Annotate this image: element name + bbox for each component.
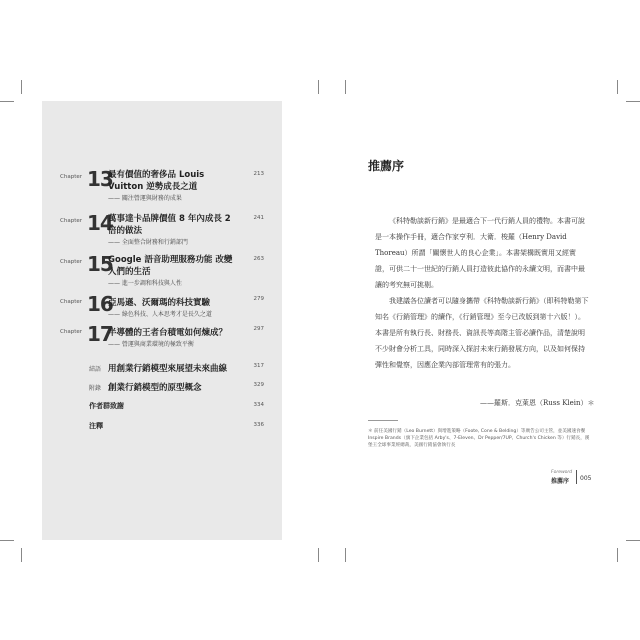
toc-appendix[interactable]: [60, 381, 264, 395]
section-title: 用創業行銷模型來展望未來曲線: [108, 364, 228, 374]
section-label: 附錄: [89, 385, 102, 392]
crop-mark: [617, 548, 618, 562]
chapter-number: 13: [87, 167, 113, 191]
chapter-page: 297: [253, 326, 264, 332]
footer-section-label: Foreword: [551, 470, 573, 475]
chapter-page: 263: [253, 256, 264, 262]
footer-divider: [576, 470, 577, 484]
section-page: 317: [253, 363, 264, 369]
section-page: 329: [253, 382, 264, 388]
section-page: 336: [253, 422, 264, 428]
chapter-subtitle: —— 進一步調和科技與人性: [108, 280, 182, 287]
footnote-divider: [368, 420, 398, 421]
chapter-page: 279: [253, 296, 264, 302]
chapter-number: 16: [87, 292, 113, 316]
crop-mark: [318, 80, 319, 94]
crop-mark: [626, 101, 640, 102]
chapter-label: Chapter: [60, 299, 82, 305]
crop-mark: [0, 540, 14, 541]
toc-acknowledgements[interactable]: [60, 401, 264, 415]
crop-mark: [345, 548, 346, 562]
chapter-subtitle: —— 關注營運與財務的成果: [108, 195, 182, 202]
preface-body: [375, 213, 590, 373]
chapter-label: Chapter: [60, 218, 82, 224]
chapter-title: 亞馬遜、沃爾瑪的科技實驗: [108, 298, 211, 308]
toc-chapter-15[interactable]: [60, 252, 264, 296]
crop-mark: [0, 101, 14, 102]
crop-mark: [617, 80, 618, 94]
chapter-page: 241: [253, 215, 264, 221]
crop-mark: [21, 548, 22, 562]
chapter-subtitle: —— 營運與商業環境的極致平衡: [108, 341, 194, 348]
preface-title: 推薦序: [368, 159, 405, 173]
chapter-label: Chapter: [60, 174, 82, 180]
crop-mark: [318, 548, 319, 562]
chapter-title: 最有價值的奢侈品 Louis Vuitton 逆勢成長之道: [108, 170, 205, 192]
chapter-label: Chapter: [60, 259, 82, 265]
preface-footnote: ＊ 前任美國行銷（Leo Burnett）與增進策略（Foote, Cone & Belding）等廣告公司主管，並美國速食餐 Inspire Brands（旗下企業包括 Arby's、7-Eleven、Dr Pepper/7UP、Church's Chicken 等）行銷長，漢堡王全球事業經總裁，美國行銷協會執行長: [368, 429, 590, 448]
chapter-number: 15: [87, 252, 113, 276]
chapter-page: 213: [253, 171, 264, 177]
crop-mark: [345, 80, 346, 94]
chapter-number: 14: [87, 211, 113, 235]
chapter-number: 17: [87, 322, 113, 346]
section-title: 作者群致謝: [89, 402, 124, 410]
section-title: 注釋: [89, 422, 103, 430]
toc-chapter-14[interactable]: [60, 211, 264, 255]
toc-conclusion[interactable]: [60, 362, 264, 376]
section-label: 結語: [89, 366, 102, 373]
chapter-title: 萬事達卡品牌價值 8 年內成長 2 倍的做法: [108, 214, 231, 236]
toc-chapter-13[interactable]: [60, 167, 264, 211]
section-page: 334: [253, 402, 264, 408]
preface-paragraph: 我建議各位讀者可以隨身攜帶《科特勒談新行銷》（即科特勒第下知名《行銷管理》的續作，《行銷管理》至今已改版到第十六版！）。本書是所有執行長、財務長、資訊長等高階主管必讀作品，清楚說明不少財會分析工具，同時深入探討未來行銷發展方向，以及如何保持彈性和覺察，因應企業內部管理常有的張力。: [375, 297, 589, 369]
preface-signature: ——羅斯．克萊恩（Russ Klein）＊: [480, 399, 595, 407]
chapter-subtitle: —— 綠色科技、人本思考才是長久之道: [108, 311, 212, 318]
toc-notes[interactable]: [60, 421, 264, 435]
chapter-title: Google 語音助理服務功能 改變人們的生活: [108, 255, 233, 277]
toc-chapter-17[interactable]: [60, 322, 264, 366]
chapter-label: Chapter: [60, 329, 82, 335]
footer-title: 推薦序: [551, 478, 570, 485]
chapter-title: 半導體的王者台積電如何煉成？: [108, 328, 228, 338]
chapter-subtitle: —— 全面整合財務和行銷部門: [108, 239, 188, 246]
crop-mark: [626, 540, 640, 541]
section-title: 創業行銷模型的原型概念: [108, 383, 202, 393]
page-number: 005: [580, 475, 592, 482]
preface-paragraph: 《科特勒談新行銷》是最適合下一代行銷人員的禮物。本書可說是一本操作手冊，適合作家亨利．大衛．梭羅（Henry David Thoreau）所謂「關懷世人的良心企業」。本書架構既實用又經實證，可供二十一世紀的行銷人員打造彼此協作的永續文明，而書中最讓的考究無可挑剔。: [375, 217, 585, 289]
crop-mark: [21, 80, 22, 94]
